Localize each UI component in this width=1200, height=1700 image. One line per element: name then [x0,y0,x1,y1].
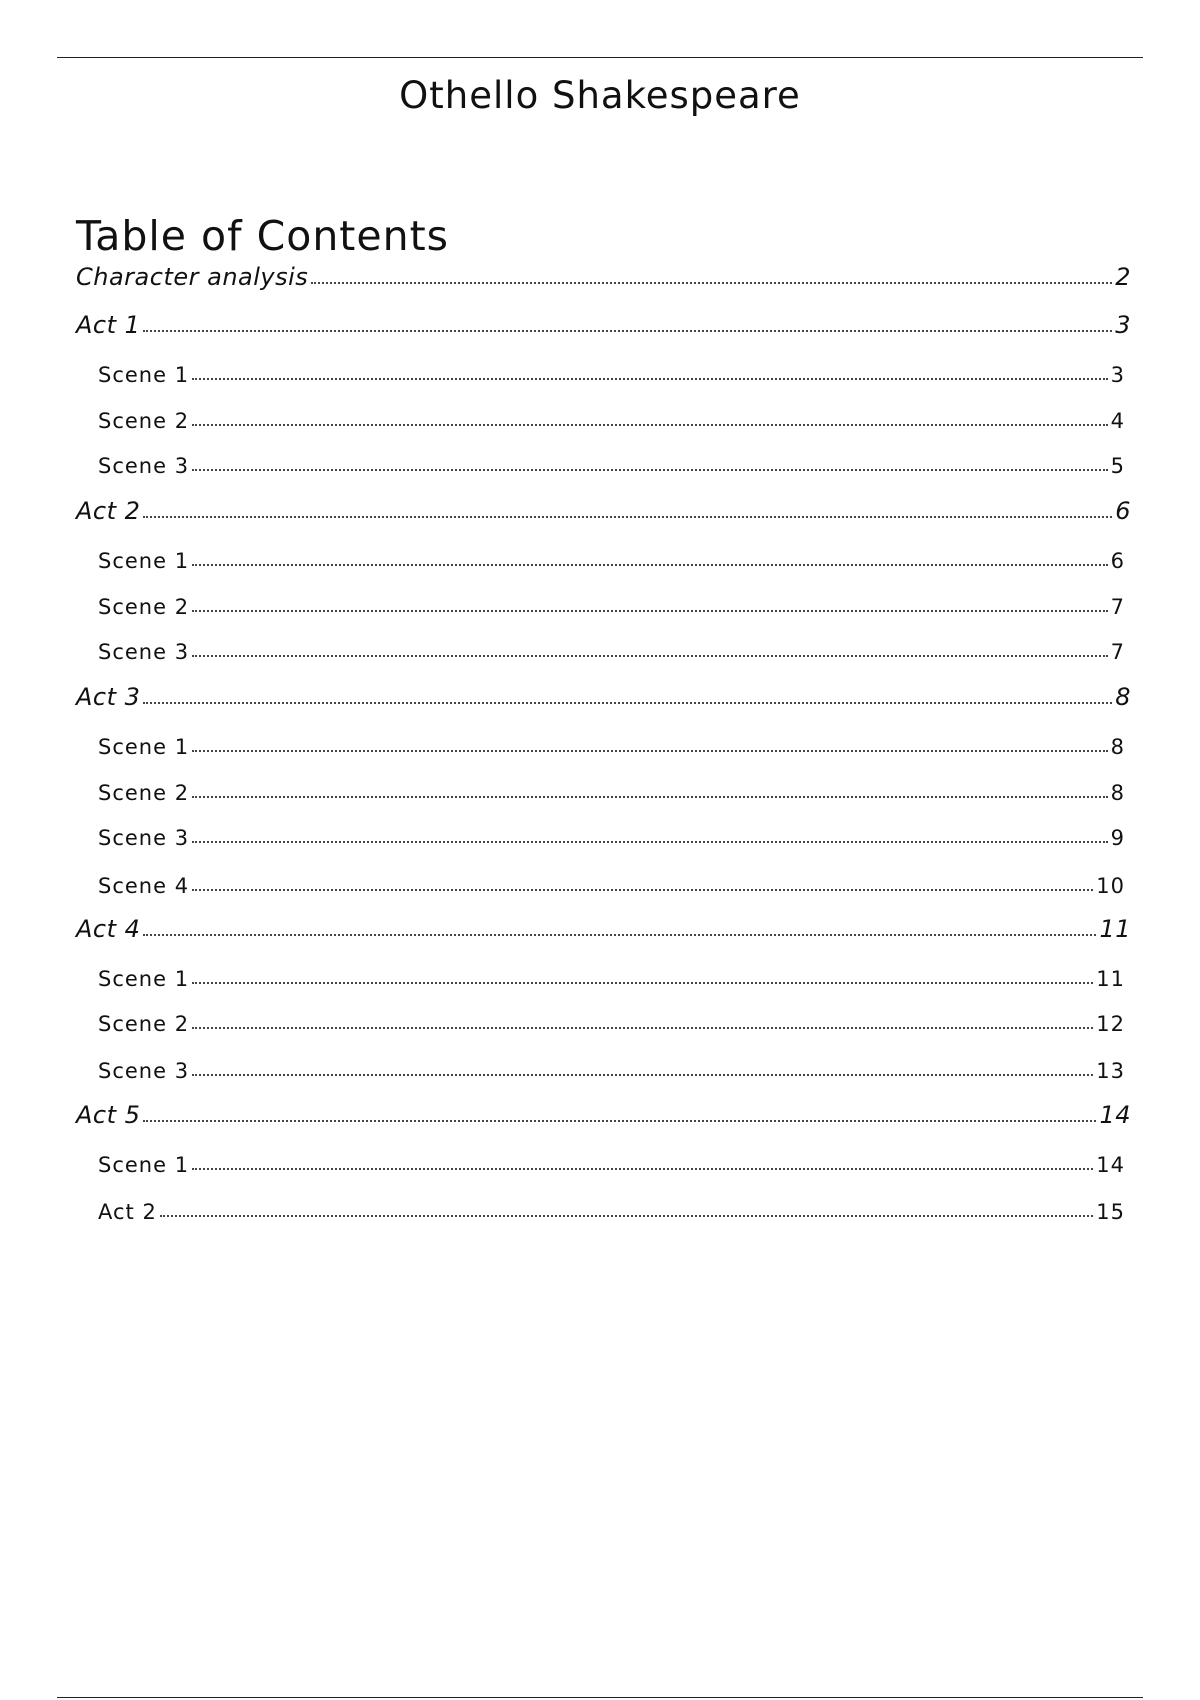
toc-entry-section[interactable] [76,1095,1131,1129]
header-rule [57,57,1143,58]
toc-entry-label: Scene 1 [98,1153,190,1177]
toc-dot-leader [143,516,1112,518]
toc-heading: Table of Contents [76,212,450,260]
toc-entry-subsection[interactable] [98,634,1125,664]
toc-entry-page-number: 11 [1099,915,1131,943]
toc-dot-leader [192,1168,1093,1170]
toc-entry-label: Scene 3 [98,454,190,478]
toc-dot-leader [192,469,1108,471]
toc-entry-section[interactable] [76,257,1131,291]
toc-entry-label: Act 4 [76,915,141,943]
toc-entry-subsection[interactable] [98,357,1125,387]
toc-dot-leader [192,1074,1093,1076]
toc-entry-page-number: 8 [1115,683,1131,711]
toc-entry-section[interactable] [76,305,1131,339]
toc-dot-leader [192,841,1108,843]
toc-entry-label: Scene 2 [98,781,190,805]
toc-entry-subsection[interactable] [98,1147,1125,1177]
toc-dot-leader [192,655,1108,657]
toc-entry-label: Scene 1 [98,735,190,759]
toc-dot-leader [192,750,1108,752]
toc-entry-label: Act 5 [76,1101,141,1129]
toc-entry-subsection[interactable] [98,1194,1125,1224]
toc-entry-page-number: 12 [1096,1012,1125,1036]
toc-entry-page-number: 14 [1099,1101,1131,1129]
toc-entry-subsection[interactable] [98,403,1125,433]
toc-entry-label: Scene 2 [98,1012,190,1036]
toc-entry-label: Scene 1 [98,363,190,387]
toc-entry-subsection[interactable] [98,448,1125,478]
toc-entry-page-number: 9 [1110,826,1125,850]
toc-dot-leader [192,796,1108,798]
toc-entry-page-number: 14 [1096,1153,1125,1177]
toc-entry-label: Act 3 [76,683,141,711]
toc-entry-section[interactable] [76,677,1131,711]
toc-dot-leader [192,378,1108,380]
toc-entry-subsection[interactable] [98,1006,1125,1036]
toc-entry-page-number: 8 [1110,735,1125,759]
toc-entry-label: Act 2 [98,1200,157,1224]
toc-entry-page-number: 2 [1115,263,1131,291]
toc-dot-leader [192,889,1093,891]
toc-entry-subsection[interactable] [98,820,1125,850]
toc-entry-subsection[interactable] [98,1053,1125,1083]
toc-entry-label: Act 2 [76,497,141,525]
toc-dot-leader [192,610,1108,612]
toc-entry-label: Scene 3 [98,1059,190,1083]
toc-entry-page-number: 10 [1096,874,1125,898]
toc-entry-subsection[interactable] [98,775,1125,805]
toc-entry-label: Act 1 [76,311,141,339]
toc-entry-page-number: 7 [1110,595,1125,619]
toc-entry-page-number: 6 [1110,549,1125,573]
toc-entry-page-number: 7 [1110,640,1125,664]
toc-entry-page-number: 11 [1096,967,1125,991]
toc-entry-subsection[interactable] [98,589,1125,619]
toc-entry-label: Character analysis [76,263,309,291]
toc-entry-page-number: 8 [1110,781,1125,805]
toc-entry-section[interactable] [76,491,1131,525]
toc-entry-page-number: 3 [1110,363,1125,387]
toc-dot-leader [143,702,1112,704]
toc-entry-subsection[interactable] [98,543,1125,573]
toc-entry-subsection[interactable] [98,961,1125,991]
toc-entry-label: Scene 3 [98,640,190,664]
toc-entry-page-number: 13 [1096,1059,1125,1083]
toc-entry-subsection[interactable] [98,729,1125,759]
toc-dot-leader [192,424,1108,426]
toc-dot-leader [192,982,1093,984]
toc-entry-label: Scene 1 [98,967,190,991]
toc-entry-label: Scene 3 [98,826,190,850]
toc-entry-subsection[interactable] [98,868,1125,898]
toc-entry-page-number: 15 [1096,1200,1125,1224]
document-title: Othello Shakespeare [399,74,801,117]
toc-entry-label: Scene 4 [98,874,190,898]
toc-dot-leader [143,934,1096,936]
toc-entry-section[interactable] [76,909,1131,943]
toc-entry-page-number: 4 [1110,409,1125,433]
toc-dot-leader [311,282,1112,284]
toc-entry-label: Scene 1 [98,549,190,573]
toc-dot-leader [143,330,1112,332]
toc-dot-leader [143,1120,1096,1122]
toc-dot-leader [192,564,1108,566]
toc-entry-label: Scene 2 [98,595,190,619]
toc-entry-page-number: 3 [1115,311,1131,339]
toc-dot-leader [192,1027,1093,1029]
toc-entry-page-number: 6 [1115,497,1131,525]
toc-entry-page-number: 5 [1110,454,1125,478]
toc-dot-leader [160,1215,1093,1217]
footer-rule [57,1697,1143,1698]
toc-entry-label: Scene 2 [98,409,190,433]
